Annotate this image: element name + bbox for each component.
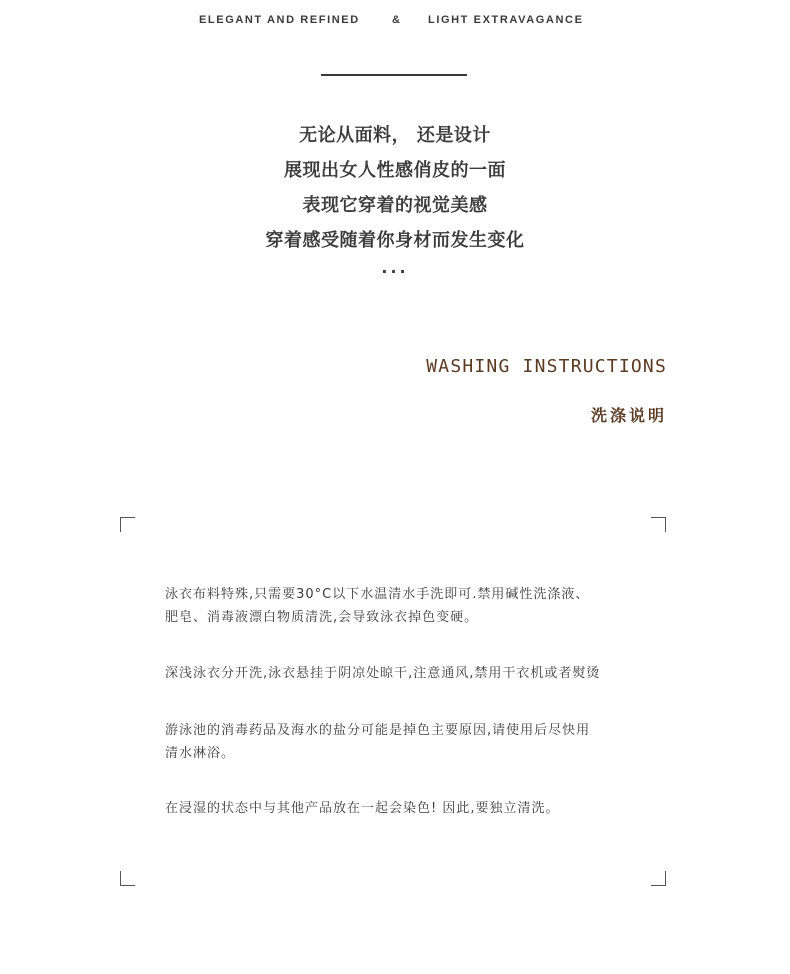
instruction-paragraph: [165, 797, 635, 820]
section-title-english: WASHING INSTRUCTIONS: [426, 356, 667, 377]
intro-line: 表现它穿着的视觉美感: [302, 195, 488, 216]
instruction-line: 肥皂、消毒液漂白物质清洗,会导致泳衣掉色变硬。: [165, 610, 479, 625]
frame-corner-top-left: [120, 517, 135, 532]
intro-line: 无论从面料， 还是设计: [299, 125, 491, 146]
brand-tagline: [0, 14, 790, 30]
instruction-line: 清水淋浴。: [165, 746, 236, 761]
tagline-left: ELEGANT AND REFINED: [199, 14, 360, 26]
intro-text: [0, 118, 790, 258]
header-divider: [321, 74, 467, 76]
instruction-line: 在浸湿的状态中与其他产品放在一起会染色! 因此,要独立清洗。: [165, 801, 560, 816]
tagline-right: LIGHT EXTRAVAGANCE: [428, 14, 584, 26]
instruction-paragraph: [165, 662, 635, 685]
intro-line: 穿着感受随着你身材而发生变化: [265, 230, 525, 251]
frame-corner-bottom-right: [651, 871, 666, 886]
section-title-chinese: 洗涤说明: [590, 406, 667, 425]
instruction-line: 泳衣布料特殊,只需要30°C以下水温清水手洗即可.禁用碱性洗涤液、: [165, 587, 590, 602]
intro-line: 展现出女人性感俏皮的一面: [284, 160, 506, 181]
instruction-paragraph: [165, 719, 635, 765]
instruction-line: 深浅泳衣分开洗,泳衣悬挂于阴凉处晾干,注意通风,禁用干衣机或者熨烫: [165, 666, 601, 681]
instruction-line: 游泳池的消毒药品及海水的盐分可能是掉色主要原因,请使用后尽快用: [165, 723, 591, 738]
frame-corner-top-right: [651, 517, 666, 532]
frame-corner-bottom-left: [120, 871, 135, 886]
intro-ellipsis: ...: [381, 258, 409, 277]
instruction-paragraph: [165, 583, 635, 629]
tagline-ampersand: &: [392, 14, 402, 26]
